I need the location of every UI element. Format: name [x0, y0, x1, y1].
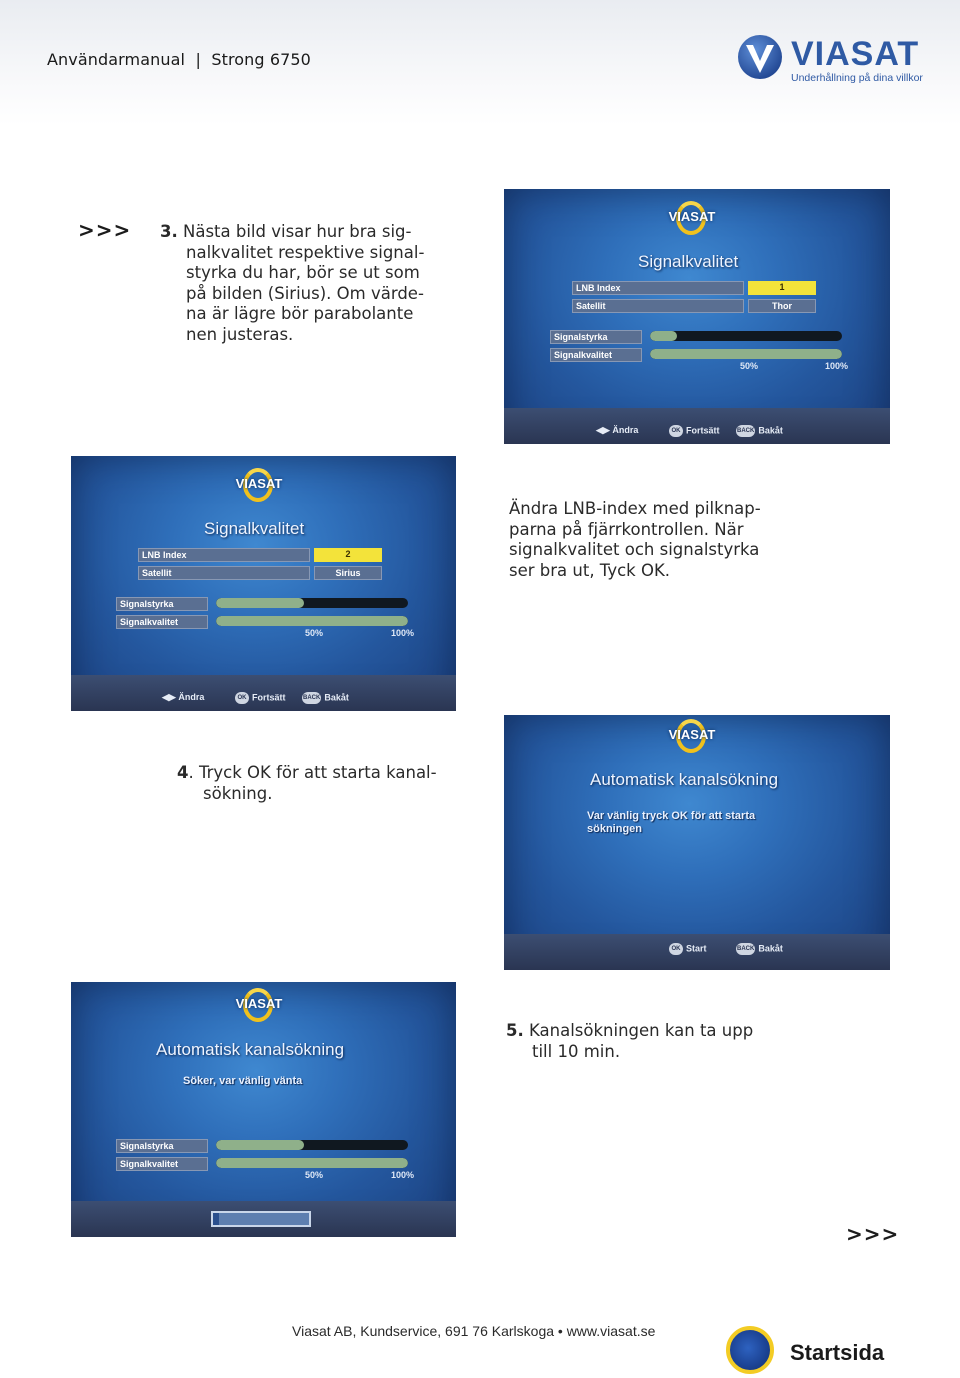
step-4-text [177, 763, 437, 804]
signal-quality-fill [216, 616, 408, 626]
logo-tagline: Underhållning på dina villkor [791, 72, 923, 84]
hint-continue: OK Fortsätt [669, 425, 720, 437]
back-key-icon: BACK [302, 692, 321, 704]
tv-viasat-logo: VIASAT [229, 468, 289, 508]
satellite-value: Sirius [314, 566, 382, 580]
hint-change: ◀▶ Ändra [162, 692, 205, 702]
next-page-arrow[interactable]: >>> [846, 1222, 900, 1246]
hint-change: ◀▶ Ändra [596, 425, 639, 435]
document-title: Användarmanual | Strong 6750 [47, 50, 311, 69]
step-3-line-1: 3. Nästa bild visar hur bra sig- [160, 222, 412, 241]
satellite-label: Satellit [572, 299, 744, 313]
screen-message: Var vänlig tryck OK för att starta sökningen [587, 810, 756, 835]
screen-signal-sirius [71, 456, 456, 711]
pct-50-label: 50% [305, 1170, 324, 1180]
lnb-index-value[interactable]: 1 [748, 281, 816, 295]
step-3-number: 3. [160, 222, 178, 241]
step-4-line-1: 4. Tryck OK för att starta kanal- [177, 763, 437, 782]
lnb-note-line-2: parna på fjärrkontrollen. När [509, 519, 744, 539]
pct-100-label: 100% [391, 628, 415, 638]
ok-key-icon: OK [669, 425, 683, 437]
step-3-line-3: styrka du har, bör se ut som [186, 263, 420, 282]
step-5-line-2: till 10 min. [532, 1041, 621, 1061]
step-3-line-6: nen justeras. [186, 324, 294, 344]
signal-strength-bar [216, 1140, 408, 1150]
step-5-line-1: 5. Kanalsökningen kan ta upp [506, 1021, 754, 1040]
signal-strength-bar [216, 598, 408, 608]
signal-quality-bar [650, 349, 842, 359]
footer-contact: Viasat AB, Kundservice, 691 76 Karlskoga • www.viasat.se [292, 1323, 656, 1339]
signal-strength-bar [650, 331, 842, 341]
search-progress-fill [213, 1213, 219, 1225]
step-3-line-4: på bilden (Sirius). Om värde- [186, 283, 424, 303]
screen-message: Söker, var vänlig vänta [183, 1075, 303, 1087]
tv-viasat-logo: VIASAT [662, 719, 722, 759]
lnb-note-line-1: Ändra LNB-index med pilknap- [509, 499, 761, 518]
screen-title: Signalkvalitet [638, 252, 739, 271]
signal-strength-fill [216, 1140, 304, 1150]
screen-title: Signalkvalitet [204, 519, 305, 538]
screen-title: Automatisk kanalsökning [156, 1040, 345, 1059]
home-globe-icon [726, 1326, 774, 1374]
signal-quality-fill [216, 1158, 408, 1168]
screen-title: Automatisk kanalsökning [590, 770, 779, 789]
signal-quality-fill [650, 349, 842, 359]
satellite-value: Thor [748, 299, 816, 313]
step-5-text [506, 1021, 753, 1062]
lnb-index-value[interactable]: 2 [314, 548, 382, 562]
back-key-icon: BACK [736, 943, 755, 955]
step-3-text [160, 222, 424, 345]
signal-strength-fill [216, 598, 304, 608]
arrow-keys-icon: ◀▶ [162, 692, 176, 702]
lnb-note-line-3: signalkvalitet och signalstyrka [509, 540, 760, 559]
viasat-v-icon [736, 33, 784, 81]
step-5-number: 5. [506, 1021, 524, 1040]
hint-start: OK Start [669, 943, 707, 955]
lnb-index-label: LNB Index [138, 548, 310, 562]
viasat-logo [736, 33, 926, 89]
prev-page-arrow[interactable]: >>> [78, 218, 132, 242]
screen-auto-search-start [504, 715, 890, 970]
screen-auto-search-running [71, 982, 456, 1237]
signal-quality-label: Signalkvalitet [116, 615, 208, 629]
pct-50-label: 50% [740, 361, 759, 371]
lnb-note-line-4: ser bra ut, Tyck OK. [509, 560, 671, 580]
lnb-index-label: LNB Index [572, 281, 744, 295]
screen-signal-thor [504, 189, 890, 444]
startsida-link[interactable] [726, 1326, 906, 1376]
signal-quality-bar [216, 1158, 408, 1168]
signal-quality-bar [216, 616, 408, 626]
step-4-line-2: sökning. [203, 783, 273, 803]
tv-viasat-logo: VIASAT [229, 988, 289, 1028]
logo-wordmark: VIASAT [791, 35, 920, 73]
signal-quality-label: Signalkvalitet [116, 1157, 208, 1171]
step-3-line-2: nalkvalitet respektive signal- [186, 242, 425, 262]
search-progress-bar [211, 1211, 311, 1227]
hint-back: BACK Bakåt [737, 943, 783, 954]
lnb-note-text [509, 499, 761, 581]
pct-50-label: 50% [305, 628, 324, 638]
signal-strength-label: Signalstyrka [116, 597, 208, 611]
hint-back: BACK Bakåt [303, 692, 349, 703]
pct-100-label: 100% [825, 361, 849, 371]
hint-back: BACK Bakåt [737, 425, 783, 436]
signal-strength-fill [650, 331, 677, 341]
tv-viasat-logo: VIASAT [662, 201, 722, 241]
arrow-keys-icon: ◀▶ [596, 425, 610, 435]
back-key-icon: BACK [736, 425, 755, 437]
satellite-label: Satellit [138, 566, 310, 580]
step-4-number: 4 [177, 763, 189, 782]
startsida-label: Startsida [790, 1340, 885, 1365]
ok-key-icon: OK [235, 692, 249, 704]
signal-quality-label: Signalkvalitet [550, 348, 642, 362]
ok-key-icon: OK [669, 943, 683, 955]
signal-strength-label: Signalstyrka [550, 330, 642, 344]
pct-100-label: 100% [391, 1170, 415, 1180]
signal-strength-label: Signalstyrka [116, 1139, 208, 1153]
step-3-line-5: na är lägre bör parabolante [186, 304, 414, 323]
hint-continue: OK Fortsätt [235, 692, 286, 704]
